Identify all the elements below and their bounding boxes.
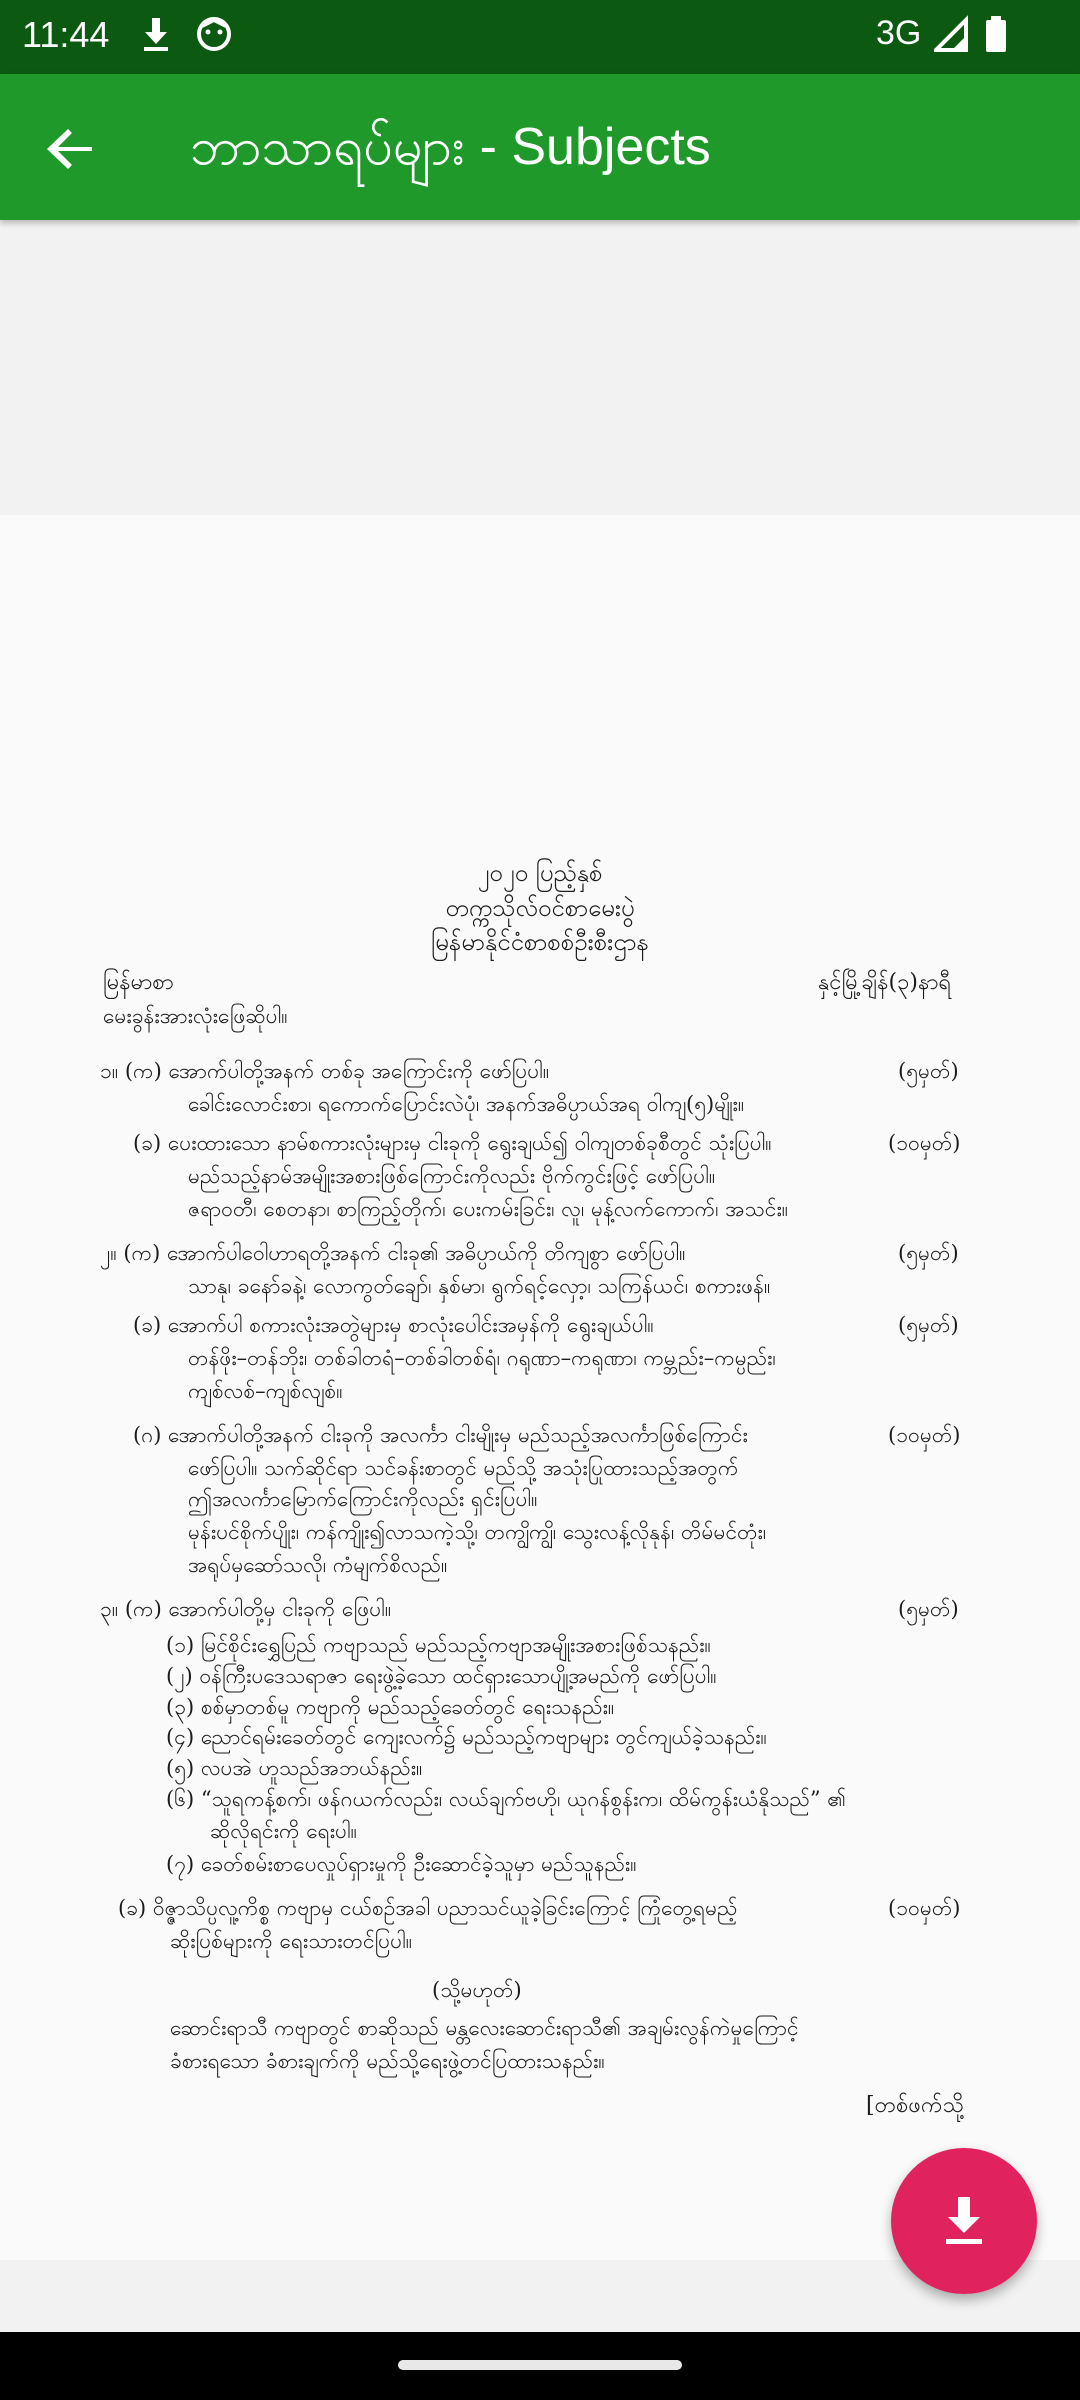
doc-line: ၁။ (က) အောက်ပါတို့အနက် တစ်ခု အကြောင်းကို ဖော်ပြပါ။	[100, 1059, 550, 1083]
doc-line: (ဂ) အောက်ပါတို့အနက် ငါးခုကို အလင်္ကာ ငါးမျိုးမှ မည်သည့်အလင်္ကာဖြစ်ကြောင်း	[133, 1423, 748, 1447]
doc-line: ဆိုလိုရင်းကို ရေးပါ။	[210, 1819, 358, 1843]
doc-line: ဆောင်းရာသီ ကဗျာတွင် စာဆိုသည် မန္တလေးဆောင်းရာသီ၏ အချမ်းလွန်ကဲမှုကြောင့်	[170, 2016, 799, 2040]
doc-line: တန်ဖိုး–တန်ဘိုး၊ တစ်ခါတရံ–တစ်ခါတစ်ရံ၊ ဂရုဏာ–ကရုဏာ၊ ကမ္ဘည်း–ကမ္ပည်း၊	[188, 1346, 776, 1370]
doc-marks: (၁၀မှတ်)	[888, 1423, 961, 1447]
doc-line: ဆိုးပြစ်များကို ရေးသားတင်ပြပါ။	[170, 1929, 413, 1953]
doc-line: (၂) ဝန်ကြီးပဒေသရာဇာ ရေးဖွဲ့ခဲ့သော ထင်ရှားသောပျို့အမည်ကို ဖော်ပြပါ။	[166, 1664, 717, 1688]
status-time: 11:44	[22, 14, 110, 55]
doc-marks: (၁၀မှတ်)	[888, 1896, 961, 1920]
doc-instruction: မေးခွန်းအားလုံးဖြေဆိုပါ။	[103, 1004, 288, 1028]
doc-line: (၁) မြင်စိုင်းရွှေပြည် ကဗျာသည် မည်သည့်ကဗျာအမျိုးအစားဖြစ်သနည်း။	[166, 1633, 711, 1657]
doc-line: အရုပ်မှဆော်သလို၊ ကံမျက်စိလည်။	[188, 1553, 448, 1577]
doc-marks: (၅မှတ်)	[898, 1241, 959, 1265]
doc-footer: [တစ်ဖက်သို့	[866, 2093, 964, 2118]
doc-marks: (၅မှတ်)	[898, 1059, 959, 1083]
doc-line: မည်သည့်နာမ်အမျိုးအစားဖြစ်ကြောင်းကိုလည်း ဗိုက်ကွင်းဖြင့် ဖော်ပြပါ။	[188, 1164, 716, 1188]
doc-line: ဤအလင်္ကာမြောက်ကြောင်းကိုလည်း ရှင်းပြပါ။	[188, 1487, 538, 1511]
doc-line: ခံစားရသော ခံစားချက်ကို မည်သို့ရေးဖွဲ့တင်ပြထားသနည်း။	[170, 2049, 605, 2073]
doc-line: (၅) လပအဲ ဟူသည်အဘယ်နည်း။	[166, 1756, 423, 1780]
app-title: ဘာသာရပ်များ - Subjects	[190, 118, 711, 176]
battery-icon	[984, 14, 1008, 58]
download-icon	[932, 2189, 996, 2253]
doc-line: ခေါင်းလောင်းစာ၊ ရကောက်ပြောင်းလဲပုံ၊ အနက်အဓိပ္ပာယ်အရ ဝါကျ(၅)မျိုး။	[188, 1092, 745, 1116]
doc-header-exam: တက္ကသိုလ်ဝင်စာမေးပွဲ	[445, 894, 635, 922]
doc-line: (ခ) ဝိဇ္ဇာသိပ္ပလူ့ကိစ္စ ကဗျာမှ ငယ်စဉ်အခါ ပညာသင်ယူခဲ့ခြင်းကြောင့် ကြုံတွေ့ရမည့်	[118, 1896, 738, 1920]
app-bar	[0, 74, 1080, 220]
doc-line: ကျစ်လစ်–ကျစ်လျစ်။	[188, 1379, 343, 1403]
pdf-viewer[interactable]	[0, 220, 1080, 2332]
doc-line: ၂။ (က) အောက်ပါဝေါဟာရတို့အနက် ငါးခု၏ အဓိပ္ပာယ်ကို တိကျစွာ ဖော်ပြပါ။	[100, 1241, 686, 1265]
navigation-bar	[0, 2332, 1080, 2400]
doc-subject: မြန်မာစာ	[103, 970, 174, 995]
back-button[interactable]	[40, 117, 104, 181]
doc-header-year: ၂၀၂၀ ပြည့်နှစ်	[477, 859, 603, 887]
doc-line: (၆) “သူရကန့်စက်၊ ဖန်ဂယက်လည်း၊ လယ်ချက်ဗဟို၊ ယုဂန်စွန်းက၊ ထိမ်ကွန်းယံနိုသည်” ၏	[166, 1787, 846, 1811]
doc-line: (၃) စစ်မှာတစ်မူ ကဗျာကို မည်သည့်ခေတ်တွင် ရေးသနည်း။	[166, 1695, 615, 1719]
doc-line: ၃။ (က) အောက်ပါတို့မှ ငါးခုကို ဖြေပါ။	[100, 1597, 392, 1621]
doc-line: မုန်းပင်စိုက်ပျိုး၊ ကန်ကျိုး၍လာသကဲ့သို့၊ တကျွိကျွိ၊ သွေးလန့်လိုနုန်၊ တိမ်မင်တုံး၊	[188, 1520, 767, 1544]
doc-marks: (၁၀မှတ်)	[888, 1131, 961, 1155]
download-status-icon	[138, 14, 174, 58]
doc-marks: (၅မှတ်)	[898, 1313, 959, 1337]
app-notification-icon	[194, 14, 234, 58]
doc-time-allowed: နှင့်မြို့ချိန်(၃)နာရီ	[818, 970, 952, 995]
doc-line: (၇) ခေတ်စမ်းစာပေလှုပ်ရှားမှုကို ဦးဆောင်ခဲ့သူမှာ မည်သူနည်း။	[166, 1852, 637, 1876]
status-bar	[0, 0, 1080, 74]
doc-line: (၄) ညောင်ရမ်းခေတ်တွင် ကျေးလက်၌ မည်သည့်ကဗျာများ တွင်ကျယ်ခဲ့သနည်း။	[166, 1725, 767, 1749]
doc-line: (ခ) ပေးထားသော နာမ်စကားလုံးများမှ ငါးခုကို ရွေးချယ်၍ ဝါကျတစ်ခုစီတွင် သုံးပြပါ။	[133, 1131, 772, 1155]
doc-line: (ခ) အောက်ပါ စကားလုံးအတွဲများမှ စာလုံးပေါင်းအမှန်ကို ရွေးချယ်ပါ။	[133, 1313, 654, 1337]
doc-line: ဇရာဝတီ၊ စေတနာ၊ စာကြည့်တိုက်၊ ပေးကမ်းခြင်း၊ လူ၊ မုန့်လက်ကောက်၊ အသင်း။	[188, 1197, 789, 1221]
doc-header-dept: မြန်မာနိုင်ငံစာစစ်ဦးစီးဌာန	[431, 928, 649, 956]
doc-line: သာနု၊ ခနော်ခနဲ့၊ လောကွတ်ချော်၊ နှစ်မာ၊ ရွက်ရင့်လှော့၊ သကြန်ယင်၊ စကားဖန်။	[188, 1274, 771, 1298]
home-handle[interactable]	[398, 2360, 682, 2370]
signal-icon	[934, 14, 970, 58]
doc-marks: (၅မှတ်)	[898, 1597, 959, 1621]
document-page	[0, 515, 1080, 2260]
doc-line: (သို့မဟုတ်)	[432, 1978, 522, 2002]
network-type: 3G	[876, 14, 922, 52]
doc-line: ဖော်ပြပါ။ သက်ဆိုင်ရာ သင်ခန်းစာတွင် မည်သို့ အသုံးပြုထားသည့်အတွက်	[188, 1456, 739, 1480]
arrow-back-icon	[40, 117, 104, 181]
download-button[interactable]	[891, 2148, 1037, 2294]
